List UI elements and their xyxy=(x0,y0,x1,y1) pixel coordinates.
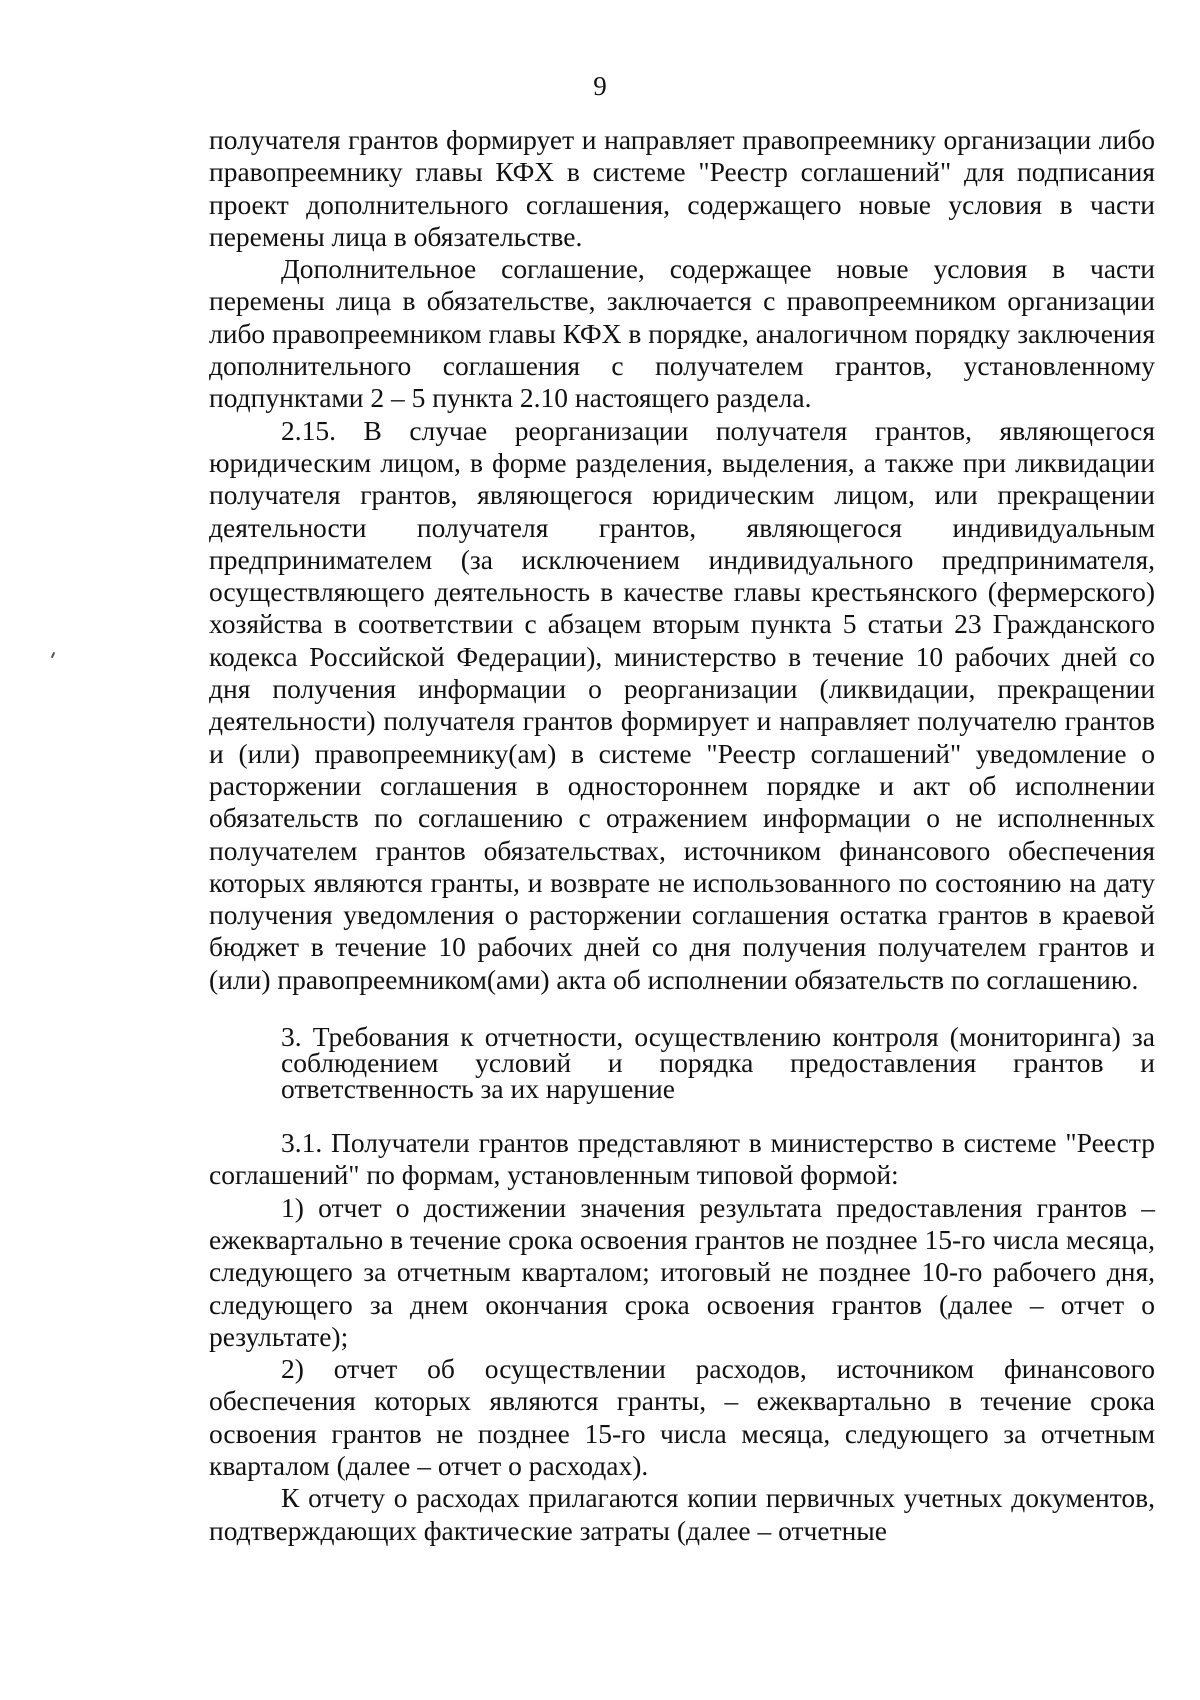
list-item-1-result-report: 1) отчет о достижении значения результата предоставления грантов – ежеквартально в течение срока освоения грантов не позднее 15-го числа месяца, следующего за отчетным кварталом; итоговый не позднее 10-го рабочего дня, следующего за днем окончания срока освоения грантов (далее – отчет о результате); xyxy=(209,1191,1155,1352)
paragraph-3-1: 3.1. Получатели грантов представляют в министерство в системе "Реестр соглашений" по формам, установленным типовой формой: xyxy=(209,1127,1155,1191)
page-number: 9 xyxy=(593,71,607,101)
document-body xyxy=(209,124,1155,1547)
list-item-2-expense-report: 2) отчет об осуществлении расходов, источником финансового обеспечения которых являются гранты, – ежеквартально в течение срока освоения грантов не позднее 15-го числа месяца, следующего за отчетным кварталом (далее – отчет о расходах). xyxy=(209,1353,1155,1481)
scan-speck xyxy=(51,652,55,658)
paragraph-additional-agreement: Дополнительное соглашение, содержащее новые условия в части перемены лица в обязательстве, заключается с правопреемником организации либо правопреемником главы КФХ в порядке, аналогичном порядку заключения дополнительного соглашения с получателем грантов, установленному подпунктами 2 – 5 пункта 2.10 настоящего раздела. xyxy=(209,253,1155,414)
section-3-heading: 3. Требования к отчетности, осуществлению контроля (мониторинга) за соблюдением условий и порядка предоставления грантов и ответственность за их нарушение xyxy=(281,1021,1155,1105)
paragraph-attachments: К отчету о расходах прилагаются копии первичных учетных документов, подтверждающих фактические затраты (далее – отчетные xyxy=(209,1482,1155,1546)
paragraph-continuation: получателя грантов формирует и направляет правопреемнику организации либо правопреемнику главы КФХ в системе "Реестр соглашений" для подписания проект дополнительного соглашения, содержащего новые условия в части перемены лица в обязательстве. xyxy=(209,124,1155,252)
paragraph-2-15: 2.15. В случае реорганизации получателя грантов, являющегося юридическим лицом, в форме разделения, выделения, а также при ликвидации получателя грантов, являющегося юридическим лицом, или прекращении деятельности получателя грантов, являющегося индивидуальным предпринимателем (за исключением индивидуального предпринимателя, осуществляющего деятельность в качестве главы крестьянского (фермерского) хозяйства в соответствии с абзацем вторым пункта 5 статьи 23 Гражданского кодекса Российской Федерации), министерство в течение 10 рабочих дней со дня получения информации о реорганизации (ликвидации, прекращении деятельности) получателя грантов формирует и направляет получателю грантов и (или) правопреемнику(ам) в системе "Реестр соглашений" уведомление о расторжении соглашения в одностороннем порядке и акт об исполнении обязательств по соглашению с отражением информации о не исполненных получателем грантов обязательствах, источником финансового обеспечения которых являются гранты, и возврате не использованного по состоянию на дату получения уведомления о расторжении соглашения остатка грантов в краевой бюджет в течение 10 рабочих дней со дня получения получателем грантов и (или) правопреемником(ами) акта об исполнении обязательств по соглашению. xyxy=(209,414,1155,995)
